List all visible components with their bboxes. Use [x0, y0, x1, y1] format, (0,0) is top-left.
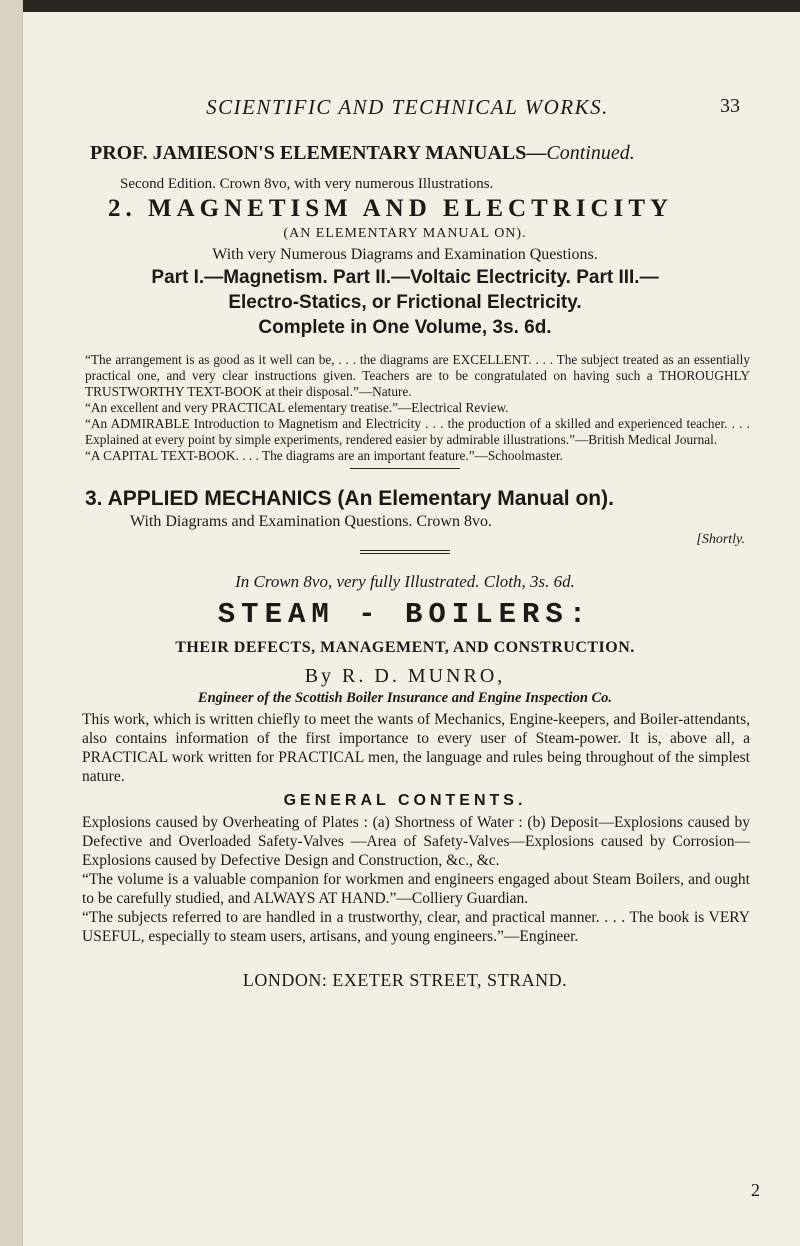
- signature-mark: 2: [751, 1180, 760, 1200]
- book-subtitle-steam-boilers: THEIR DEFECTS, MANAGEMENT, AND CONSTRUCTION.: [175, 639, 635, 656]
- author-affiliation: Engineer of the Scottish Boiler Insurance and Engine Inspection Co.: [197, 690, 613, 706]
- publisher-address: LONDON: EXETER STREET, STRAND.: [242, 970, 568, 990]
- edition-note: Second Edition. Crown 8vo, with very numerous Illustrations.: [120, 176, 494, 192]
- author-line: By R. D. MUNRO,: [304, 665, 506, 687]
- review-engineer: “The subjects referred to are handled in a trustworthy, clear, and practical manner. . . . The book is VERY USEFUL, especially to steam users, artisans, and young engineers.”—Engineer.: [82, 909, 750, 945]
- contents-list: Explosions caused by Overheating of Plates : (a) Shortness of Water : (b) Deposit—Explosions caused by Defective and Overloaded Safety-Valves —Area of Safety-Valves—Explosions caused by Corrosion—Explosions caused by Defective Design and Construction, &c., &c.: [82, 814, 750, 869]
- review-colliery-guardian: “The volume is a valuable companion for workmen and engineers engaged about Steam Boilers, and ought to be carefully studied, and ALWAYS AT HAND.”—Colliery Guardian.: [82, 871, 750, 907]
- series-title-continued: Continued.: [546, 142, 635, 164]
- steam-format-note: In Crown 8vo, very fully Illustrated. Cloth, 3s. 6d.: [235, 572, 575, 591]
- book-description-mechanics: With Diagrams and Examination Questions. Crown 8vo.: [130, 513, 492, 530]
- double-divider: [360, 550, 450, 554]
- book-description-magnetism: With very Numerous Diagrams and Examination Questions.: [212, 246, 598, 263]
- review-schoolmaster: “A CAPITAL TEXT-BOOK. . . . The diagrams are an important feature.”—Schoolmaster.: [85, 448, 563, 463]
- parts-line: Electro-Statics, or Frictional Electricity.: [228, 292, 582, 313]
- page-content: [60, 122, 750, 991]
- availability-note: [Shortly.: [696, 532, 745, 547]
- book-title-magnetism: 2. MAGNETISM AND ELECTRICITY: [108, 195, 674, 222]
- series-title-main: PROF. JAMIESON'S ELEMENTARY MANUALS—: [90, 142, 547, 164]
- running-header-title: SCIENTIFIC AND TECHNICAL WORKS.: [206, 95, 609, 119]
- parts-price: Complete in One Volume, 3s. 6d.: [258, 317, 552, 338]
- book-description-steam: This work, which is written chiefly to meet the wants of Mechanics, Engine-keepers, and Boiler-attendants, also contains information of the first importance to every user of Steam-power. It is, above all, a PRACTICAL work written for PRACTICAL men, the language and rules being throughout of the simplest nature.: [82, 711, 750, 785]
- review-medical: “An ADMIRABLE Introduction to Magnetism and Electricity . . . the production of a skilled and experienced teacher. . . . Explained at every point by simple experiments, rendered easier by admirable illustrations.”—British Medical Journal.: [85, 416, 750, 447]
- book-parts: [60, 265, 750, 340]
- review-nature: “The arrangement is as good as it well can be, . . . the diagrams are EXCELLENT. . . . The subject treated as an essentially practical one, and very clear instructions given. Teachers are to be congratulated on having such a THOROUGHLY TRUSTWORTHY TEXT-BOOK at their disposal.”—Nature.: [85, 352, 750, 399]
- running-header: [90, 95, 740, 125]
- press-reviews: [85, 352, 750, 464]
- page-binding-edge: [0, 0, 23, 1246]
- book-title-mechanics: 3. APPLIED MECHANICS (An Elementary Manual on).: [85, 487, 614, 510]
- parts-line: Part I.—Magnetism. Part II.—Voltaic Electricity. Part III.—: [151, 267, 659, 288]
- review-electrical: “An excellent and very PRACTICAL elementary treatise.”—Electrical Review.: [85, 400, 509, 415]
- series-title: [90, 142, 750, 165]
- contents-heading: GENERAL CONTENTS.: [283, 792, 527, 809]
- book-subtitle-magnetism: (AN ELEMENTARY MANUAL ON).: [283, 226, 527, 241]
- section-divider: [350, 468, 460, 469]
- page-number: 33: [720, 95, 740, 117]
- page-top-edge: [0, 0, 800, 12]
- book-title-steam-boilers: STEAM - BOILERS:: [217, 598, 593, 631]
